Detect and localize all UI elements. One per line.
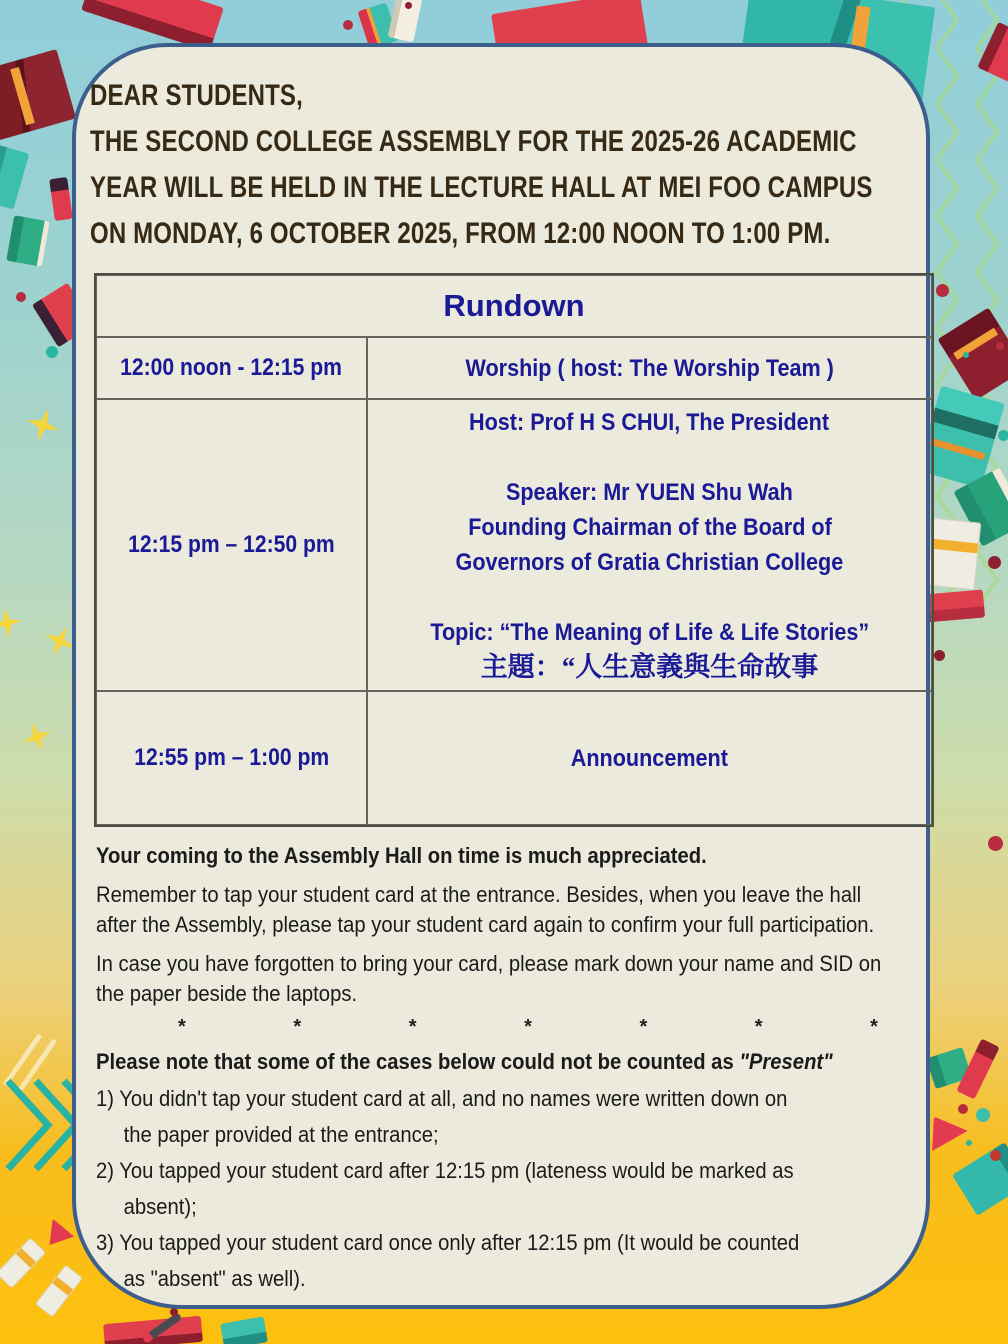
book-icon (6, 215, 49, 267)
asterisk: * (870, 1016, 878, 1038)
book-icon (927, 1117, 969, 1158)
confetti-dot-icon (990, 1150, 1001, 1161)
confetti-dot-icon (343, 20, 353, 30)
sparkle-icon (0, 606, 24, 641)
content-line: Host: Prof H S CHUI, The President (469, 409, 830, 436)
confetti-dot-icon (16, 292, 26, 302)
content-line: Topic: “The Meaning of Life & Life Stories” (430, 619, 869, 646)
time-label: 12:15 pm – 12:50 pm (128, 531, 335, 558)
case-item (96, 1225, 916, 1297)
confetti-dot-icon (976, 1108, 990, 1122)
case-line: 1) You didn't tap your student card at all, and no names were written down on (96, 1086, 788, 1111)
confetti-dot-icon (988, 836, 1003, 851)
header-line: DEAR STUDENTS, (90, 79, 303, 112)
notes-section (96, 841, 916, 1297)
asterisk: * (178, 1016, 186, 1038)
present-term: "Present" (739, 1049, 833, 1074)
rundown-row-2-time (96, 399, 367, 691)
confetti-dot-icon (934, 650, 945, 661)
confetti-dot-icon (936, 284, 949, 297)
case-item (96, 1081, 916, 1153)
header-line: ON MONDAY, 6 OCTOBER 2025, FROM 12:00 NOON TO 1:00 PM. (90, 217, 831, 250)
rundown-title: Rundown (96, 275, 932, 337)
present-note (96, 1047, 850, 1077)
notice-card (72, 43, 930, 1309)
content-line: Governors of Gratia Christian College (455, 549, 844, 576)
asterisk: * (524, 1016, 532, 1038)
time-label: 12:00 noon - 12:15 pm (120, 354, 343, 381)
asterisk: * (293, 1016, 302, 1038)
confetti-dot-icon (996, 342, 1004, 350)
case-line: absent); (123, 1194, 197, 1219)
header-line: YEAR WILL BE HELD IN THE LECTURE HALL AT MEI FOO CAMPUS (90, 171, 873, 204)
confetti-dot-icon (46, 346, 58, 358)
content-line: Worship ( host: The Worship Team ) (465, 354, 834, 382)
time-label: 12:55 pm – 1:00 pm (134, 744, 329, 771)
note-line: the paper beside the laptops. (96, 981, 358, 1006)
appreciation-note: Your coming to the Assembly Hall on time is much appreciated. (96, 843, 707, 868)
book-icon (49, 177, 73, 221)
asterisk: * (754, 1016, 763, 1038)
book-icon (0, 144, 29, 209)
case-item (96, 1153, 916, 1225)
note-line: Remember to tap your student card at the entrance. Besides, when you leave the hall (96, 882, 862, 907)
note-line: after the Assembly, please tap your student card again to confirm your full participation. (96, 912, 875, 937)
content-line: Founding Chairman of the Board of (467, 514, 832, 541)
confetti-dot-icon (963, 352, 969, 358)
case-line: the paper provided at the entrance; (123, 1122, 439, 1147)
case-line: as "absent" as well). (123, 1266, 306, 1291)
note-line: In case you have forgotten to bring your card, please mark down your name and SID on (96, 951, 882, 976)
confetti-dot-icon (966, 1140, 972, 1146)
present-note-text: Please note that some of the cases below could not be counted as (96, 1049, 740, 1074)
asterisk: * (408, 1016, 417, 1038)
cases-list (96, 1081, 916, 1297)
book-icon (927, 518, 982, 591)
asterisk: * (639, 1016, 648, 1038)
tap-card-note (96, 880, 916, 940)
content-line: Announcement (570, 744, 729, 772)
notice-header (90, 73, 916, 257)
book-icon (220, 1316, 268, 1344)
rundown-row-2-content (367, 399, 932, 691)
case-line: 2) You tapped your student card after 12:15 pm (lateness would be marked as (96, 1158, 794, 1183)
book-icon (0, 1237, 46, 1288)
content-line-chinese: 主題：“人生意義與生命故事 (480, 652, 819, 682)
confetti-dot-icon (170, 1308, 178, 1316)
rundown-row-3-content (367, 691, 932, 825)
sparkle-icon (22, 404, 65, 447)
header-line: THE SECOND COLLEGE ASSEMBLY FOR THE 2025-26 ACADEMIC (90, 125, 857, 158)
book-icon (45, 1219, 78, 1252)
confetti-dot-icon (988, 556, 1001, 569)
forgot-card-note (96, 949, 916, 1009)
sparkle-icon (18, 718, 56, 756)
rundown-row-3-time (96, 691, 367, 825)
rundown-row-1-time (96, 337, 367, 399)
confetti-dot-icon (998, 430, 1008, 441)
open-book-icon (0, 49, 76, 143)
confetti-dot-icon (405, 2, 412, 9)
rundown-row-1-content (367, 337, 932, 399)
book-icon (35, 1265, 83, 1318)
confetti-dot-icon (958, 1104, 968, 1114)
case-line: 3) You tapped your student card once only after 12:15 pm (It would be counted (96, 1230, 800, 1255)
content-line: Speaker: Mr YUEN Shu Wah (506, 479, 793, 506)
asterisk-separator (178, 1016, 878, 1039)
rundown-table (94, 273, 934, 827)
